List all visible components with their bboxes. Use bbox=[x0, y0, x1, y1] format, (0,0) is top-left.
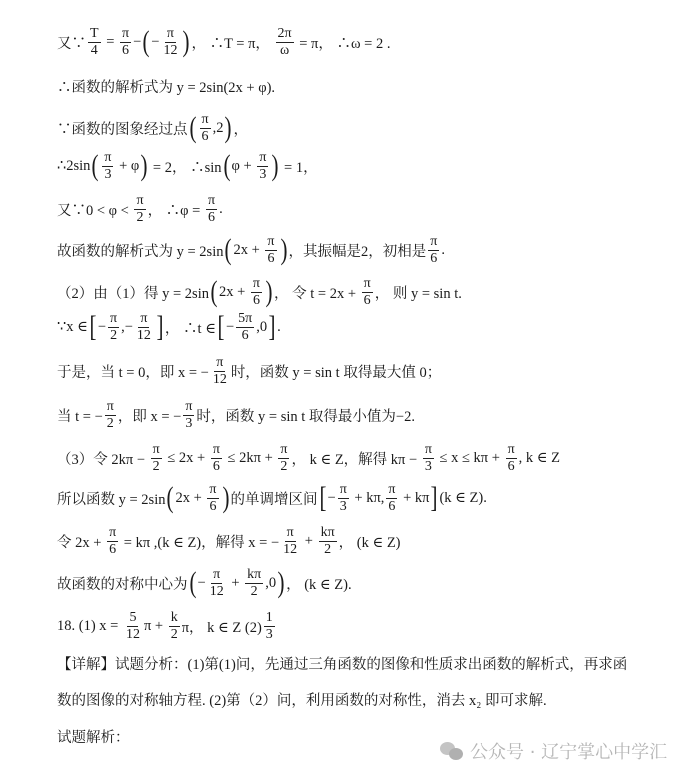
big-bracket: ) bbox=[222, 481, 229, 514]
text-line bbox=[57, 716, 130, 756]
denominator: ω bbox=[279, 42, 290, 58]
fraction bbox=[428, 234, 439, 266]
big-bracket: ( bbox=[189, 566, 196, 599]
denominator: 6 bbox=[201, 128, 209, 144]
text-run: (k ∈ Z). bbox=[439, 489, 487, 506]
numerator: π bbox=[104, 150, 112, 166]
text-run: ∵x ∈ bbox=[57, 318, 88, 335]
numerator: π bbox=[136, 193, 144, 209]
text-line bbox=[57, 478, 487, 518]
text-run: ,− bbox=[121, 318, 133, 335]
fraction bbox=[265, 234, 276, 266]
numerator: π bbox=[109, 525, 117, 541]
fraction bbox=[134, 193, 145, 225]
text-run: + kπ, bbox=[350, 489, 385, 506]
fraction bbox=[423, 442, 434, 474]
numerator: π bbox=[212, 442, 220, 458]
text-run: 当 t = − bbox=[57, 408, 103, 425]
text-run: ，即 x = − bbox=[117, 408, 182, 425]
big-bracket: ( bbox=[166, 481, 174, 514]
denominator: 2 bbox=[170, 626, 178, 642]
denominator: 6 bbox=[267, 250, 275, 266]
denominator: 12 bbox=[125, 626, 140, 642]
fraction bbox=[200, 112, 211, 144]
numerator: π bbox=[259, 150, 267, 166]
text-run: 18. (1) x = bbox=[57, 617, 122, 634]
denominator: 6 bbox=[507, 458, 515, 474]
numerator: π bbox=[185, 399, 193, 415]
numerator: π bbox=[106, 399, 114, 415]
text-run: 时，函数 y = sin t 取得最小值为−2. bbox=[196, 408, 415, 425]
text-run: 数的图像的对称轴方程. (2)第（2）问，利用函数的对称性，消去 x₂ 即可求解. bbox=[57, 692, 547, 709]
text-run: + bbox=[301, 532, 317, 549]
big-bracket: ( bbox=[210, 275, 218, 308]
numerator: T bbox=[90, 26, 99, 42]
text-run: . bbox=[219, 200, 223, 217]
text-run: π， k ∈ Z (2) bbox=[181, 619, 262, 636]
text-line bbox=[57, 66, 275, 106]
text-run: 又∵ bbox=[57, 35, 86, 52]
denominator: 12 bbox=[163, 42, 178, 58]
fraction bbox=[169, 610, 180, 642]
fraction bbox=[105, 399, 116, 431]
numerator: π bbox=[267, 234, 275, 250]
numerator: π bbox=[207, 193, 216, 209]
numerator: π bbox=[209, 482, 217, 498]
denominator: 6 bbox=[109, 541, 117, 557]
text-run: − bbox=[197, 574, 206, 591]
text-run: ， 令 t = 2x + bbox=[274, 285, 360, 302]
numerator: π bbox=[339, 482, 347, 498]
numerator: π bbox=[507, 442, 515, 458]
big-bracket: ( bbox=[223, 149, 231, 182]
fraction bbox=[102, 150, 113, 182]
text-line bbox=[57, 521, 401, 561]
text-run: 令 2x + bbox=[57, 534, 106, 551]
big-bracket: ) bbox=[280, 233, 287, 266]
numerator: π bbox=[286, 525, 294, 541]
denominator: 6 bbox=[430, 250, 438, 266]
big-bracket: ) bbox=[182, 25, 190, 58]
denominator: 6 bbox=[363, 292, 371, 308]
text-line bbox=[57, 230, 445, 270]
denominator: 3 bbox=[104, 166, 112, 182]
text-run: 故函数的对称中心为 bbox=[57, 576, 188, 593]
numerator: π bbox=[363, 276, 371, 292]
denominator: 12 bbox=[209, 583, 224, 599]
text-run: 2x + bbox=[218, 283, 249, 300]
denominator: 2 bbox=[110, 327, 118, 343]
numerator: k bbox=[170, 610, 178, 626]
numerator: π bbox=[430, 234, 438, 250]
fraction bbox=[211, 442, 222, 474]
fraction bbox=[120, 26, 131, 58]
numerator: π bbox=[122, 26, 130, 42]
text-run: （3）令 2kπ − bbox=[57, 451, 149, 468]
fraction bbox=[276, 26, 294, 58]
denominator: 2 bbox=[106, 415, 114, 431]
numerator: π bbox=[110, 311, 118, 327]
text-run: 所以函数 y = 2sin bbox=[57, 491, 166, 508]
fraction bbox=[124, 610, 142, 642]
big-bracket: [ bbox=[217, 310, 225, 343]
text-run: ， ∴t ∈ bbox=[164, 320, 216, 337]
text-run: （2）由（1）得 y = 2sin bbox=[57, 285, 209, 302]
denominator: 3 bbox=[339, 498, 347, 514]
fraction bbox=[338, 482, 349, 514]
denominator: 4 bbox=[90, 42, 98, 58]
denominator: 6 bbox=[241, 327, 249, 343]
text-line bbox=[57, 351, 441, 391]
text-run: 又∵0 < φ < bbox=[57, 202, 133, 219]
text-run: = bbox=[102, 33, 118, 50]
fraction bbox=[386, 482, 397, 514]
fraction bbox=[211, 355, 229, 387]
text-run: + kπ bbox=[399, 489, 430, 506]
fraction bbox=[161, 26, 179, 58]
denominator: 3 bbox=[185, 415, 193, 431]
text-line bbox=[57, 563, 352, 603]
text-run: , k ∈ Z bbox=[518, 449, 560, 466]
fraction bbox=[135, 311, 153, 343]
denominator: 6 bbox=[208, 209, 216, 225]
numerator: π bbox=[388, 482, 396, 498]
fraction bbox=[319, 525, 337, 557]
text-run: . bbox=[277, 318, 281, 335]
text-run: ，其振幅是2，初相是 bbox=[288, 243, 427, 260]
denominator: 3 bbox=[424, 458, 432, 474]
numerator: π bbox=[166, 26, 174, 42]
fraction bbox=[264, 610, 275, 642]
fraction bbox=[257, 150, 268, 182]
numerator: π bbox=[201, 112, 209, 128]
text-line bbox=[57, 679, 547, 719]
text-run: = 1， bbox=[280, 159, 318, 176]
big-bracket: ) bbox=[271, 149, 279, 182]
text-run: ≤ 2kπ + bbox=[223, 449, 277, 466]
text-run: ,0 bbox=[265, 574, 277, 591]
text-run: + bbox=[227, 574, 244, 591]
denominator: 6 bbox=[252, 292, 260, 308]
text-run: 故函数的解析式为 y = 2sin bbox=[57, 243, 224, 260]
denominator: 6 bbox=[122, 42, 130, 58]
text-run: ≤ 2x + bbox=[163, 449, 209, 466]
text-run: 试题解析： bbox=[57, 729, 130, 746]
text-run: − bbox=[225, 318, 235, 335]
text-run: 【详解】试题分析：(1)第(1)问，先通过三角函数的图像和性质求出函数的解析式，再求函 bbox=[57, 656, 628, 673]
text-run: 2x + bbox=[233, 241, 264, 258]
fraction bbox=[207, 482, 218, 514]
denominator: 2 bbox=[250, 583, 258, 599]
text-line bbox=[57, 307, 281, 347]
text-run: − bbox=[133, 33, 142, 50]
big-bracket: [ bbox=[89, 310, 97, 343]
big-bracket: ) bbox=[277, 566, 285, 599]
text-run: − bbox=[97, 318, 107, 335]
fraction bbox=[251, 276, 262, 308]
text-run: ， ∴φ = bbox=[147, 202, 204, 219]
denominator: 12 bbox=[136, 327, 151, 343]
text-run: ， k ∈ Z，解得 kπ − bbox=[291, 451, 421, 468]
fraction bbox=[362, 276, 373, 308]
fraction bbox=[506, 442, 517, 474]
text-run: . bbox=[441, 241, 445, 258]
big-bracket: ] bbox=[156, 310, 164, 343]
text-run: φ + bbox=[231, 157, 256, 174]
denominator: 2 bbox=[280, 458, 288, 474]
fraction bbox=[151, 442, 162, 474]
text-run: = kπ ,(k ∈ Z)，解得 x = − bbox=[120, 534, 280, 551]
text-line bbox=[57, 395, 415, 435]
numerator: π bbox=[216, 355, 224, 371]
text-run: − bbox=[151, 33, 160, 50]
text-line bbox=[57, 146, 318, 186]
numerator: 2π bbox=[277, 26, 292, 42]
text-run: 2x + bbox=[175, 489, 206, 506]
wechat-icon bbox=[440, 741, 464, 761]
text-run: 时，函数 y = sin t 取得最大值 0； bbox=[230, 364, 442, 381]
denominator: 12 bbox=[283, 541, 298, 557]
big-bracket: [ bbox=[319, 481, 326, 514]
denominator: 6 bbox=[209, 498, 217, 514]
big-bracket: ( bbox=[91, 149, 99, 182]
text-run: ， (k ∈ Z) bbox=[338, 534, 401, 551]
watermark bbox=[440, 738, 667, 764]
text-run: − bbox=[327, 489, 336, 506]
text-line bbox=[57, 22, 390, 62]
numerator: π bbox=[152, 442, 160, 458]
big-bracket: ) bbox=[265, 275, 273, 308]
numerator: kπ bbox=[320, 525, 335, 541]
text-run: ， 则 y = sin t. bbox=[374, 285, 462, 302]
text-run: ∵函数的图象经过点 bbox=[57, 121, 188, 138]
numerator: 5π bbox=[238, 311, 253, 327]
big-bracket: ( bbox=[142, 25, 150, 58]
text-run: ,0 bbox=[256, 318, 268, 335]
text-line bbox=[57, 108, 248, 148]
denominator: 6 bbox=[212, 458, 220, 474]
fraction bbox=[88, 26, 101, 58]
fraction bbox=[236, 311, 254, 343]
denominator: 6 bbox=[388, 498, 396, 514]
denominator: 12 bbox=[212, 371, 227, 387]
big-bracket: ( bbox=[224, 233, 232, 266]
watermark-text: 公众号 · 辽宁掌心中学汇 bbox=[470, 742, 668, 763]
fraction bbox=[208, 567, 226, 599]
big-bracket: ] bbox=[268, 310, 276, 343]
fraction bbox=[281, 525, 299, 557]
text-run: ， ∴T = π， bbox=[191, 35, 274, 52]
text-run: = π， ∴ω = 2 . bbox=[295, 35, 391, 52]
numerator: π bbox=[252, 276, 260, 292]
text-line bbox=[57, 189, 223, 229]
fraction bbox=[107, 525, 118, 557]
big-bracket: ) bbox=[224, 111, 232, 144]
big-bracket: ( bbox=[189, 111, 196, 144]
big-bracket: ) bbox=[140, 149, 148, 182]
numerator: 1 bbox=[265, 610, 273, 626]
numerator: π bbox=[213, 567, 221, 583]
fraction bbox=[278, 442, 289, 474]
denominator: 2 bbox=[324, 541, 332, 557]
text-line bbox=[57, 643, 627, 683]
text-run: π + bbox=[143, 617, 167, 634]
numerator: π bbox=[280, 442, 288, 458]
fraction bbox=[245, 567, 263, 599]
denominator: 3 bbox=[259, 166, 267, 182]
text-run: 的单调增区间 bbox=[230, 491, 318, 508]
numerator: π bbox=[140, 311, 148, 327]
fraction bbox=[183, 399, 194, 431]
text-run: ∴2sin bbox=[57, 157, 91, 174]
fraction bbox=[108, 311, 119, 343]
text-line bbox=[57, 272, 462, 312]
text-run: 于是，当 t = 0，即 x = − bbox=[57, 364, 209, 381]
numerator: 5 bbox=[129, 610, 137, 626]
text-run: ， bbox=[233, 121, 248, 138]
text-run: ,2 bbox=[212, 119, 224, 136]
numerator: kπ bbox=[247, 567, 262, 583]
text-line bbox=[57, 438, 560, 478]
text-run: ≤ x ≤ kπ + bbox=[435, 449, 504, 466]
denominator: 2 bbox=[152, 458, 160, 474]
big-bracket: ] bbox=[430, 481, 438, 514]
denominator: 3 bbox=[265, 626, 273, 642]
text-run: ∴函数的解析式为 y = 2sin(2x + φ). bbox=[57, 79, 276, 96]
text-run: + φ bbox=[115, 157, 140, 174]
text-run: ， (k ∈ Z). bbox=[286, 576, 352, 593]
fraction bbox=[206, 193, 217, 225]
text-line bbox=[57, 606, 277, 646]
numerator: π bbox=[424, 442, 432, 458]
denominator: 2 bbox=[136, 209, 144, 225]
text-run: = 2， ∴sin bbox=[149, 159, 222, 176]
